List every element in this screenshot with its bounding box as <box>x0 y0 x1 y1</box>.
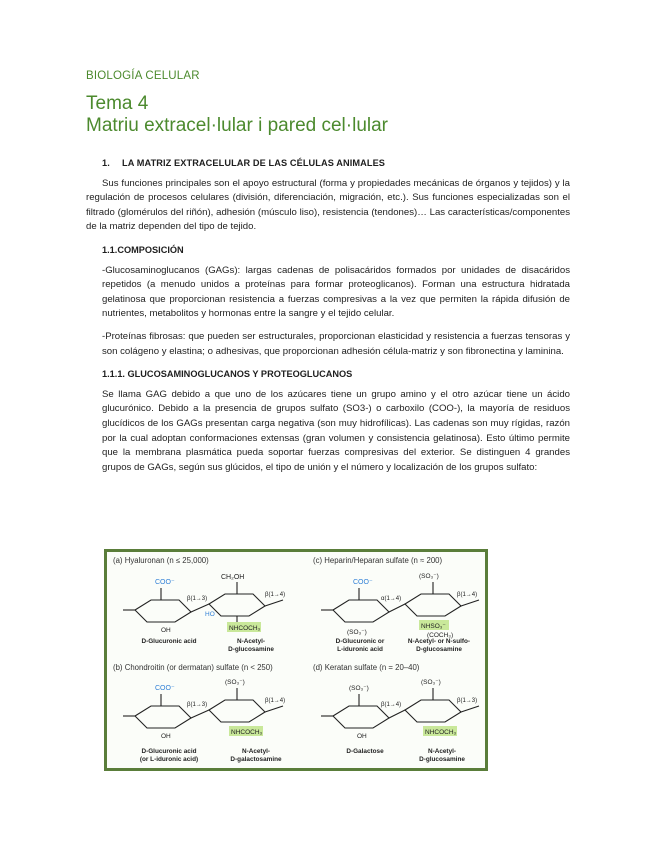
sugar-b1: D-Glucuronic acid (or L-iduronic acid) <box>139 748 199 763</box>
coo-label-c: COO⁻ <box>353 579 373 586</box>
so3-label-d2: (SO₃⁻) <box>421 679 441 686</box>
gag-structures-figure <box>104 549 488 771</box>
paragraph-gag-description: Se llama GAG debido a que uno de los azúcares tiene un grupo amino y el otro azúcar tiene un ácido glucurónico. Debido a la presencia de grupos sulfato (SO3-) o carboxilo (COO-), la mayoría de residuos glucídicos de los GAGs presentan carga negativa (son muy hidrofílicas). Las cadenas son muy rígidas, razón por la cual adoptan conformaciones extensas (gran volumen y consistencia gelatinosa). Esto último permite que la membrana plasmática pueda soportar fuerzas compresivas del exterior. Se distinguen 4 grandes grupos de GAGs, según sus glúcidos, el tipo de unión y el número y localización de los grupos sulfato: <box>102 388 570 473</box>
section-title: LA MATRIZ EXTRACELULAR DE LAS CÉLULAS ANIMALES <box>122 158 386 168</box>
sugar-c1: D-Glucuronic or L-iduronic acid <box>335 638 385 653</box>
panel-c-label: (c) Heparin/Heparan sulfate (n ≈ 200) <box>313 556 443 565</box>
coo-label-b: COO⁻ <box>155 685 175 692</box>
paragraph-gags: -Glucosaminoglucanos (GAGs): largas cadenas de polisacáridos formados por unidades de disacáridos repetidos (a menudo unidos a proteínas para formar proteoglicanos). Forman una estructura hidratada gelatinosa que proporcionan resistencia a fuerzas compresivas a la vez que permiten la rápida difusión de nutrientes, metabolitos y hormonas entre la sangre y el tejido celular. <box>102 264 570 320</box>
oh-label-d: OH <box>357 733 367 740</box>
subsection-heading-composition: 1.1.COMPOSICIÓN <box>102 244 184 255</box>
hyaluronan-structure <box>121 570 301 640</box>
coo-label: COO⁻ <box>155 579 175 586</box>
so3-label-c: (SO₃⁻) <box>419 573 439 580</box>
paragraph-fibrous-proteins: -Proteínas fibrosas: que pueden ser estructurales, proporcionan elasticidad y resistencia a fuerzas tensoras y son colágeno y elastina; o adhesivas, que proporcionan adhesión célula-matriz y son fibronectina y laminina. <box>102 330 570 357</box>
link-b14-label-d: β(1→4) <box>381 702 402 708</box>
tema-title: Matriu extracel·lular i pared cel·lular <box>86 115 388 136</box>
ho-label: HO <box>205 611 215 618</box>
so3-label-c2: (SO₃⁻) <box>347 629 367 636</box>
coch3-label: (COCH₃) <box>427 632 454 639</box>
panel-a-label: (a) Hyaluronan (n ≤ 25,000) <box>113 556 209 565</box>
nhcoch3-label-b: NHCOCH₃ <box>231 729 263 736</box>
sugar-c2: N-Acetyl- or N-sulfo- D-glucosamine <box>407 638 471 653</box>
nhcoch3-label-d: NHCOCH₃ <box>425 729 457 736</box>
chondroitin-structure <box>121 676 301 746</box>
tema-number: Tema 4 <box>86 93 149 114</box>
subsection-heading-gags: 1.1.1. GLUCOSAMINOGLUCANOS Y PROTEOGLUCANOS <box>102 369 353 380</box>
link-b14-label-c: β(1→4) <box>457 592 478 598</box>
keratan-structure <box>319 676 489 746</box>
panel-d-label: (d) Keratan sulfate (n = 20–40) <box>313 663 420 672</box>
sugar-a2: N-Acetyl- D-glucosamine <box>228 638 274 653</box>
nhcoch3-label: NHCOCH₃ <box>229 625 261 632</box>
sugar-d2: N-Acetyl- D-glucosamine <box>419 748 465 763</box>
oh-label: OH <box>161 627 171 634</box>
link-b13-label-b: β(1→3) <box>187 702 208 708</box>
document-body <box>86 156 570 483</box>
panel-b-label: (b) Chondroitin (or dermatan) sulfate (n < 250) <box>113 663 273 672</box>
sugar-d1: D-Galactose <box>346 748 384 755</box>
so3-label-d1: (SO₃⁻) <box>349 685 369 692</box>
so3-label-b: (SO₃⁻) <box>225 679 245 686</box>
section-number: 1. <box>102 158 110 168</box>
link-b14-label-b: β(1→4) <box>265 698 286 704</box>
heparan-structure <box>319 570 489 640</box>
paragraph-functions: Sus funciones principales son el apoyo estructural (forma y propiedades mecánicas de órganos y tejidos) y la regulación de procesos celulares (división, diferenciación, migración, etc.). Sus funciones especializadas son el filtrado (glomérulos del riñón), adhesión (músculo liso), resistencia (tendones)… Las características/componentes de la matriz dependen del tipo de tejido. <box>86 177 570 233</box>
ch2oh-label: CH₂OH <box>221 574 245 581</box>
link-b13-label-d: β(1→3) <box>457 698 478 704</box>
page-title <box>86 93 388 137</box>
sugar-b2: N-Acetyl- D-galactosamine <box>230 748 282 763</box>
sugar-a1: D-Glucuronic acid <box>141 638 197 645</box>
link-b14-label: β(1→4) <box>265 592 286 598</box>
link-a14-label: α(1→4) <box>381 596 402 602</box>
oh-label-b: OH <box>161 733 171 740</box>
nhso3-label: NHSO₃⁻ <box>421 623 446 630</box>
section-heading-1 <box>102 156 570 171</box>
link-b13-label: β(1→3) <box>187 596 208 602</box>
subject-header: BIOLOGÍA CELULAR <box>86 70 200 82</box>
